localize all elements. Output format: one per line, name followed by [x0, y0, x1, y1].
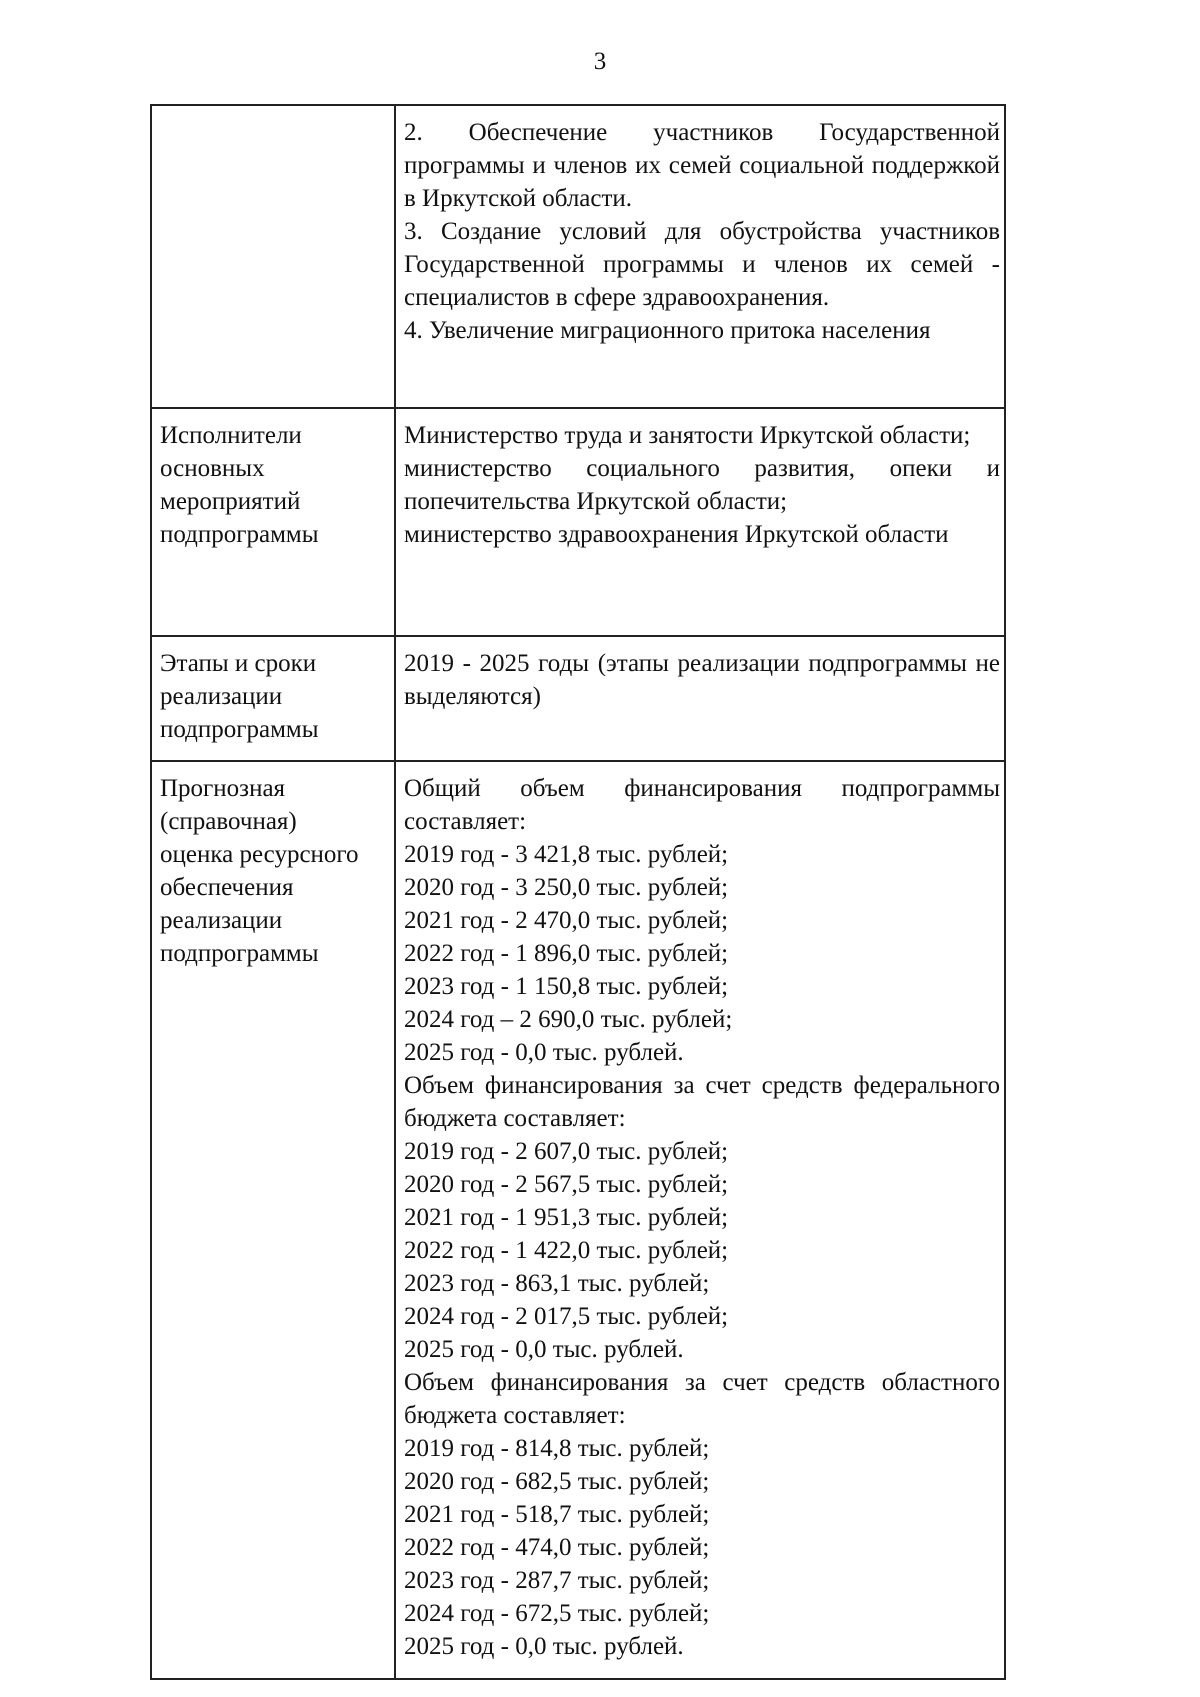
finance-regional-line: 2021 год - 518,7 тыс. рублей; — [404, 1501, 710, 1528]
table-row-finance — [151, 761, 1005, 1679]
label-line: подпрограммы — [160, 521, 319, 548]
label-line: реализации — [160, 907, 283, 934]
table-row-terms — [151, 636, 1005, 761]
table-row-executors — [151, 408, 1005, 636]
finance-total-line: 2020 год - 3 250,0 тыс. рублей; — [404, 874, 729, 901]
label-line: Исполнители — [160, 422, 302, 449]
finance-federal-line: 2022 год - 1 422,0 тыс. рублей; — [404, 1237, 729, 1264]
row-terms-label — [151, 636, 395, 761]
row-executors-value — [395, 408, 1005, 636]
finance-regional-intro: Объем финансирования за счет средств областного бюджета составляет: — [404, 1369, 1000, 1429]
row-goals-value — [395, 105, 1005, 408]
label-line: основных — [160, 455, 265, 482]
page-number: 3 — [593, 48, 607, 75]
finance-regional-line: 2024 год - 672,5 тыс. рублей; — [404, 1600, 710, 1627]
finance-total-line: 2022 год - 1 896,0 тыс. рублей; — [404, 940, 729, 967]
label-line: подпрограммы — [160, 940, 319, 967]
terms-text: 2019 - 2025 годы (этапы реализации подпрограммы не выделяются) — [404, 650, 1000, 710]
row-goals-label — [151, 105, 395, 408]
finance-federal-line: 2023 год - 863,1 тыс. рублей; — [404, 1270, 710, 1297]
finance-federal-line: 2021 год - 1 951,3 тыс. рублей; — [404, 1204, 729, 1231]
finance-federal-line: 2020 год - 2 567,5 тыс. рублей; — [404, 1171, 729, 1198]
finance-total-line: 2021 год - 2 470,0 тыс. рублей; — [404, 907, 729, 934]
label-line: обеспечения — [160, 874, 294, 901]
label-line: Прогнозная — [160, 775, 286, 802]
finance-federal-line: 2025 год - 0,0 тыс. рублей. — [404, 1336, 684, 1363]
finance-total-intro: Общий объем финансирования подпрограммы составляет: — [404, 775, 1000, 835]
finance-federal-line: 2019 год - 2 607,0 тыс. рублей; — [404, 1138, 729, 1165]
label-line: оценка ресурсного — [160, 841, 359, 868]
label-line: Этапы и сроки — [160, 650, 317, 677]
finance-total-line: 2024 год – 2 690,0 тыс. рублей; — [404, 1006, 733, 1033]
row-finance-value — [395, 761, 1005, 1679]
executor-item: министерство социального развития, опеки и попечительства Иркутской области; — [404, 455, 1000, 515]
finance-regional-line: 2025 год - 0,0 тыс. рублей. — [404, 1633, 684, 1660]
goal-item: 4. Увеличение миграционного притока населения — [404, 317, 931, 344]
label-line: (справочная) — [160, 808, 297, 835]
finance-regional-line: 2019 год - 814,8 тыс. рублей; — [404, 1435, 710, 1462]
executor-item: министерство здравоохранения Иркутской области — [404, 521, 949, 548]
finance-federal-intro: Объем финансирования за счет средств федерального бюджета составляет: — [404, 1072, 1000, 1132]
goal-item: 3. Создание условий для обустройства участников Государственной программы и членов их семей - специалистов в сфере здравоохранения. — [404, 218, 1000, 311]
finance-total-line: 2025 год - 0,0 тыс. рублей. — [404, 1039, 684, 1066]
label-line: реализации — [160, 683, 283, 710]
table-row-goals — [151, 105, 1005, 408]
row-terms-value — [395, 636, 1005, 761]
label-line: мероприятий — [160, 488, 301, 515]
goal-item: 2. Обеспечение участников Государственной программы и членов их семей социальной поддержкой в Иркутской области. — [404, 119, 1000, 212]
finance-total-line: 2023 год - 1 150,8 тыс. рублей; — [404, 973, 729, 1000]
finance-regional-line: 2020 год - 682,5 тыс. рублей; — [404, 1468, 710, 1495]
finance-regional-line: 2022 год - 474,0 тыс. рублей; — [404, 1534, 710, 1561]
row-executors-label — [151, 408, 395, 636]
finance-total-line: 2019 год - 3 421,8 тыс. рублей; — [404, 841, 729, 868]
finance-regional-line: 2023 год - 287,7 тыс. рублей; — [404, 1567, 710, 1594]
finance-federal-line: 2024 год - 2 017,5 тыс. рублей; — [404, 1303, 729, 1330]
subprogram-passport-table — [150, 104, 1006, 1680]
row-finance-label — [151, 761, 395, 1679]
label-line: подпрограммы — [160, 716, 319, 743]
executor-item: Министерство труда и занятости Иркутской области; — [404, 422, 971, 449]
